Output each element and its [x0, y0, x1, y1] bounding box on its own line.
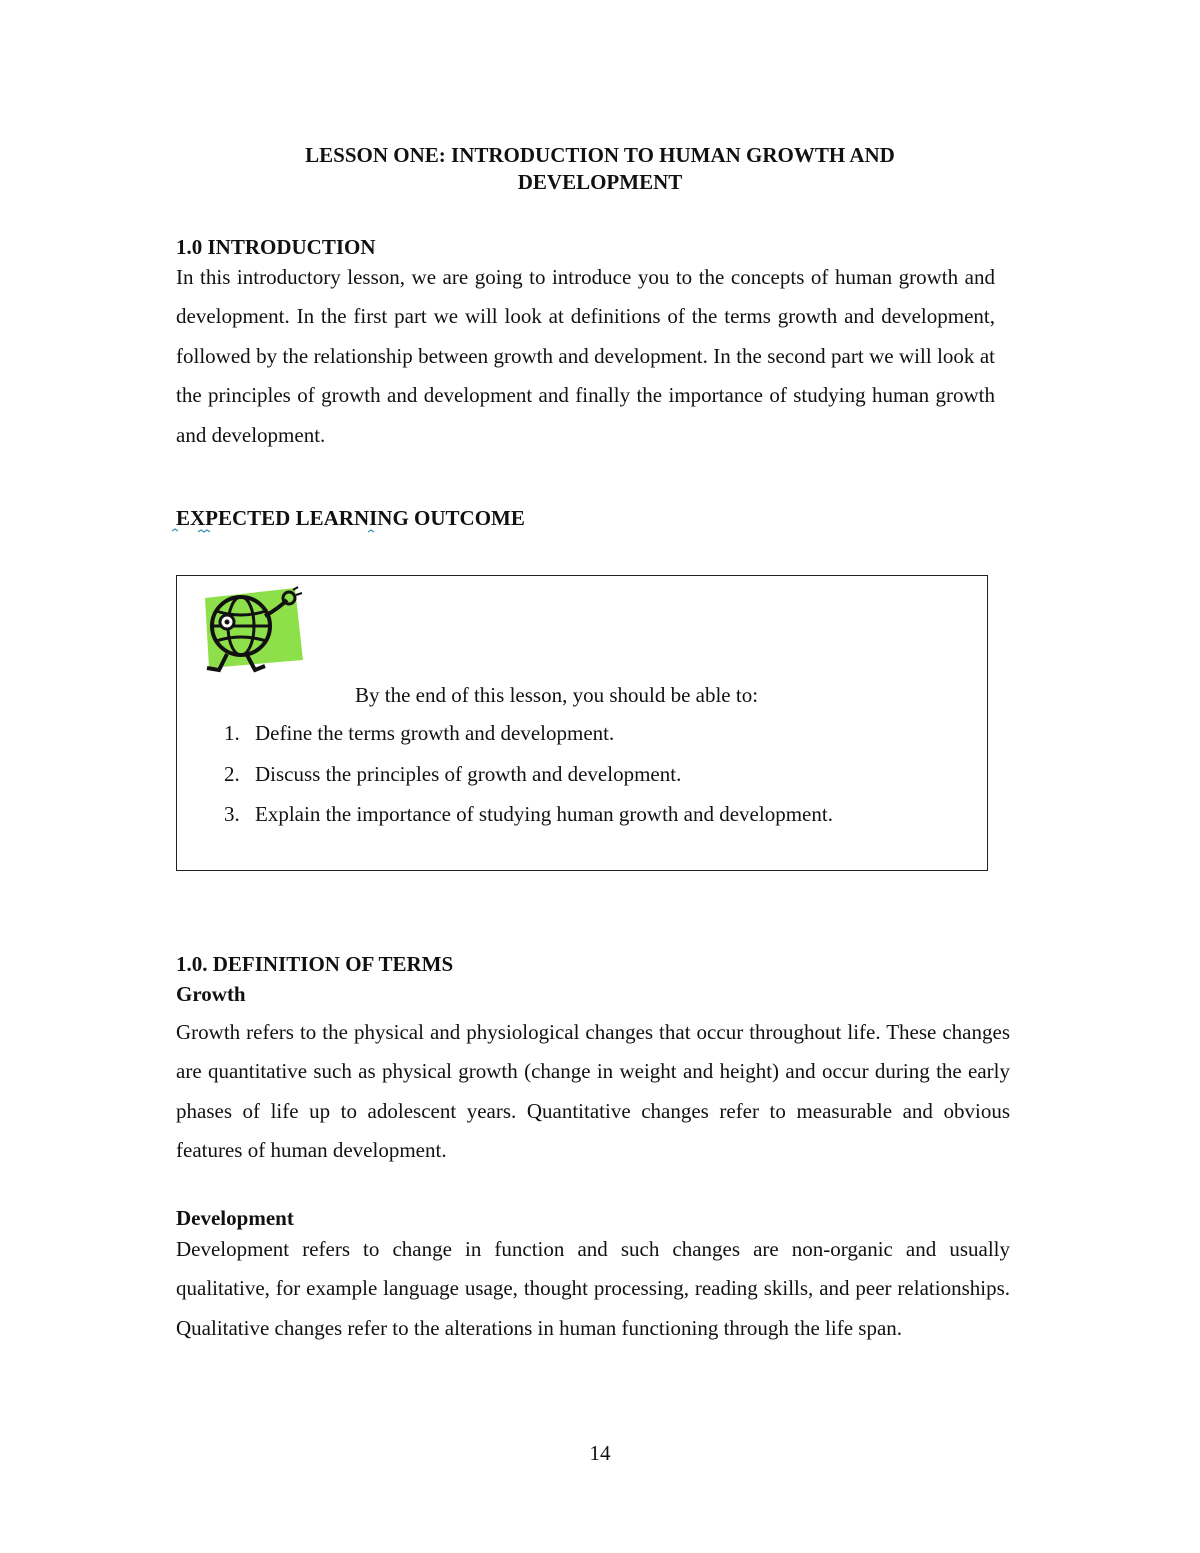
learning-outcome-box [176, 575, 988, 871]
globe-character-icon [197, 586, 309, 684]
development-paragraph: Development refers to change in function and such changes are non-organic and usually qualitative, for example language usage, thought processing, reading skills, and peer relationships. Qualitative changes refer to the alterations in human functioning through the life span. [176, 1237, 1010, 1340]
outcome-intro-text: By the end of this lesson, you should be able to: [355, 683, 759, 707]
list-item-number: 1. [224, 721, 240, 745]
list-item-text: Discuss the principles of growth and development. [255, 761, 682, 786]
definitions-heading: 1.0. DEFINITION OF TERMS [176, 952, 454, 976]
introduction-paragraph: In this introductory lesson, we are going to introduce you to the concepts of human growth and development. In the first part we will look at definitions of the terms growth and development, followed by the relationship between growth and development. In the second part we will look at the principles of growth and development and finally the importance of studying human growth and development. [176, 265, 995, 447]
list-item-text: Explain the importance of studying human growth and development. [255, 802, 833, 826]
lesson-title-line-1: LESSON ONE: INTRODUCTION TO HUMAN GROWTH AND [305, 143, 895, 167]
growth-heading: Growth [176, 982, 246, 1006]
list-item-number: 2. [224, 761, 240, 786]
growth-paragraph: Growth refers to the physical and physiological changes that occur throughout life. These changes are quantitative such as physical growth (change in weight and height) and occur during the early phases of life up to adolescent years. Quantitative changes refer to measurable and obvious features of human development. [176, 1020, 1010, 1163]
outcomes-heading: EXPECTED LEARNING OUTCOME [176, 506, 525, 530]
list-item-number: 3. [224, 802, 240, 826]
list-item-text: Define the terms growth and development. [255, 721, 615, 745]
page-number: 14 [589, 1441, 611, 1465]
development-heading: Development [176, 1206, 294, 1230]
lesson-title-line-2: DEVELOPMENT [517, 170, 683, 194]
introduction-heading: 1.0 INTRODUCTION [176, 235, 376, 259]
spellcheck-underline [170, 527, 380, 535]
lesson-title [176, 142, 1024, 196]
